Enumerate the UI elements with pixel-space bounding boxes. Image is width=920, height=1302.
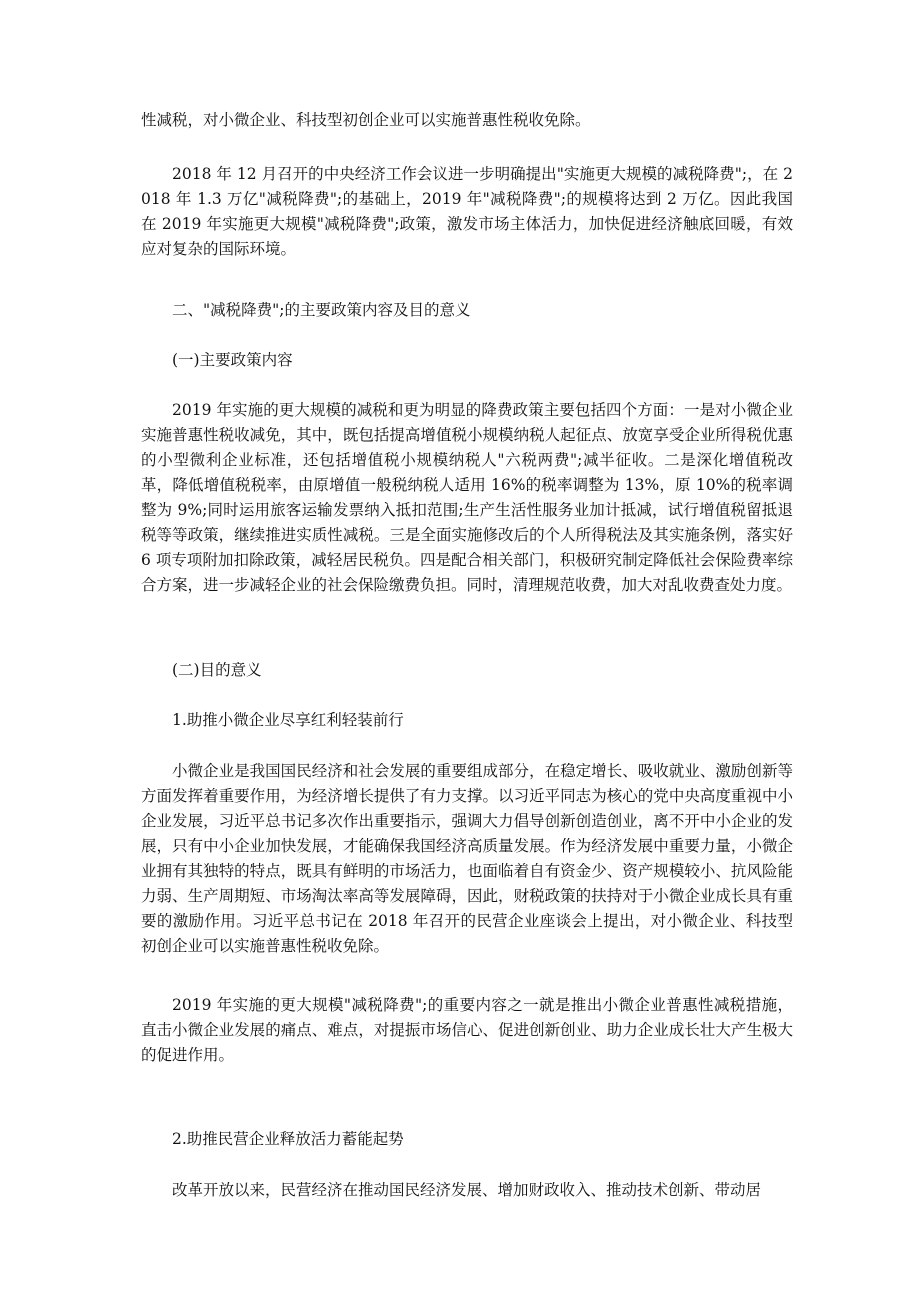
paragraph-policy-details: 2019 年实施的更大规模的减税和更为明显的降费政策主要包括四个方面：一是对小微企业实施普惠性税收减免，其中，既包括提高增值税小规模纳税人起征点、放宽享受企业所得税优惠的小型微利企业标准，还包括增值税小规模纳税人"六税两费";减半征收。二是深化增值税改革，降低增值税税率，由原增值一般税纳税人适用 16%的税率调整为 13%，原 10%的税率调整为 9%;同时运用旅客运输发票纳入抵扣范围;生产生活性服务业加计抵减，试行增值税留抵退税等等政策，继续推进实质性减税。三是全面实施修改后的个人所得税法及其实施条例，落实好 6 项专项附加扣除政策，减轻居民税负。四是配合相关部门，积极研究制定降低社会保险费率综合方案，进一步减轻企业的社会保险缴费负担。同时，清理规范收费，加大对乱收费查处力度。 bbox=[141, 401, 793, 594]
paragraph-private-economy: 改革开放以来，民营经济在推动国民经济发展、增加财政收入、推动技术创新、带动居 bbox=[172, 1181, 762, 1199]
paragraph-continuation: 性减税，对小微企业、科技型初创企业可以实施普惠性税收免除。 bbox=[141, 111, 591, 129]
point-heading-private-enterprises: 2.助推民营企业释放活力蓄能起势 bbox=[172, 1130, 404, 1148]
paragraph-tax-measures: 2019 年实施的更大规模"减税降费";的重要内容之一就是推出小微企业普惠性减税措施，直击小微企业发展的痛点、难点，对提振市场信心、促进创新创业、助力企业成长壮大产生极大的促进作用。 bbox=[141, 996, 793, 1064]
subsection-heading-main-content: (一)主要政策内容 bbox=[172, 351, 293, 369]
point-heading-small-enterprises: 1.助推小微企业尽享红利轻装前行 bbox=[172, 711, 404, 729]
paragraph-economic-conference: 2018 年 12 月召开的中央经济工作会议进一步明确提出"实施更大规模的减税降费";，在 2018 年 1.3 万亿"减税降费";的基础上，2019 年"减税降费";的规模将达到 2 万亿。因此我国在 2019 年实施更大规模"减税降费";政策，激发市场主体活力，加快促进经济触底回暖，有效应对复杂的国际环境。 bbox=[141, 165, 793, 258]
subsection-heading-purpose: (二)目的意义 bbox=[172, 661, 262, 679]
paragraph-small-enterprises: 小微企业是我国国民经济和社会发展的重要组成部分，在稳定增长、吸收就业、激励创新等方面发挥着重要作用，为经济增长提供了有力支撑。以习近平同志为核心的党中央高度重视中小企业发展，习近平总书记多次作出重要指示，强调大力倡导创新创造创业，离不开中小企业的发展，只有中小企业加快发展，才能确保我国经济高质量发展。作为经济发展中重要力量，小微企业拥有其独特的特点，既具有鲜明的市场活力，也面临着自有资金少、资产规模较小、抗风险能力弱、生产周期短、市场淘汰率高等发展障碍，因此，财税政策的扶持对于小微企业成长具有重要的激励作用。习近平总书记在 2018 年召开的民营企业座谈会上提出，对小微企业、科技型初创企业可以实施普惠性税收免除。 bbox=[141, 762, 793, 955]
section-heading-policy: 二、"减税降费";的主要政策内容及目的意义 bbox=[172, 301, 471, 319]
